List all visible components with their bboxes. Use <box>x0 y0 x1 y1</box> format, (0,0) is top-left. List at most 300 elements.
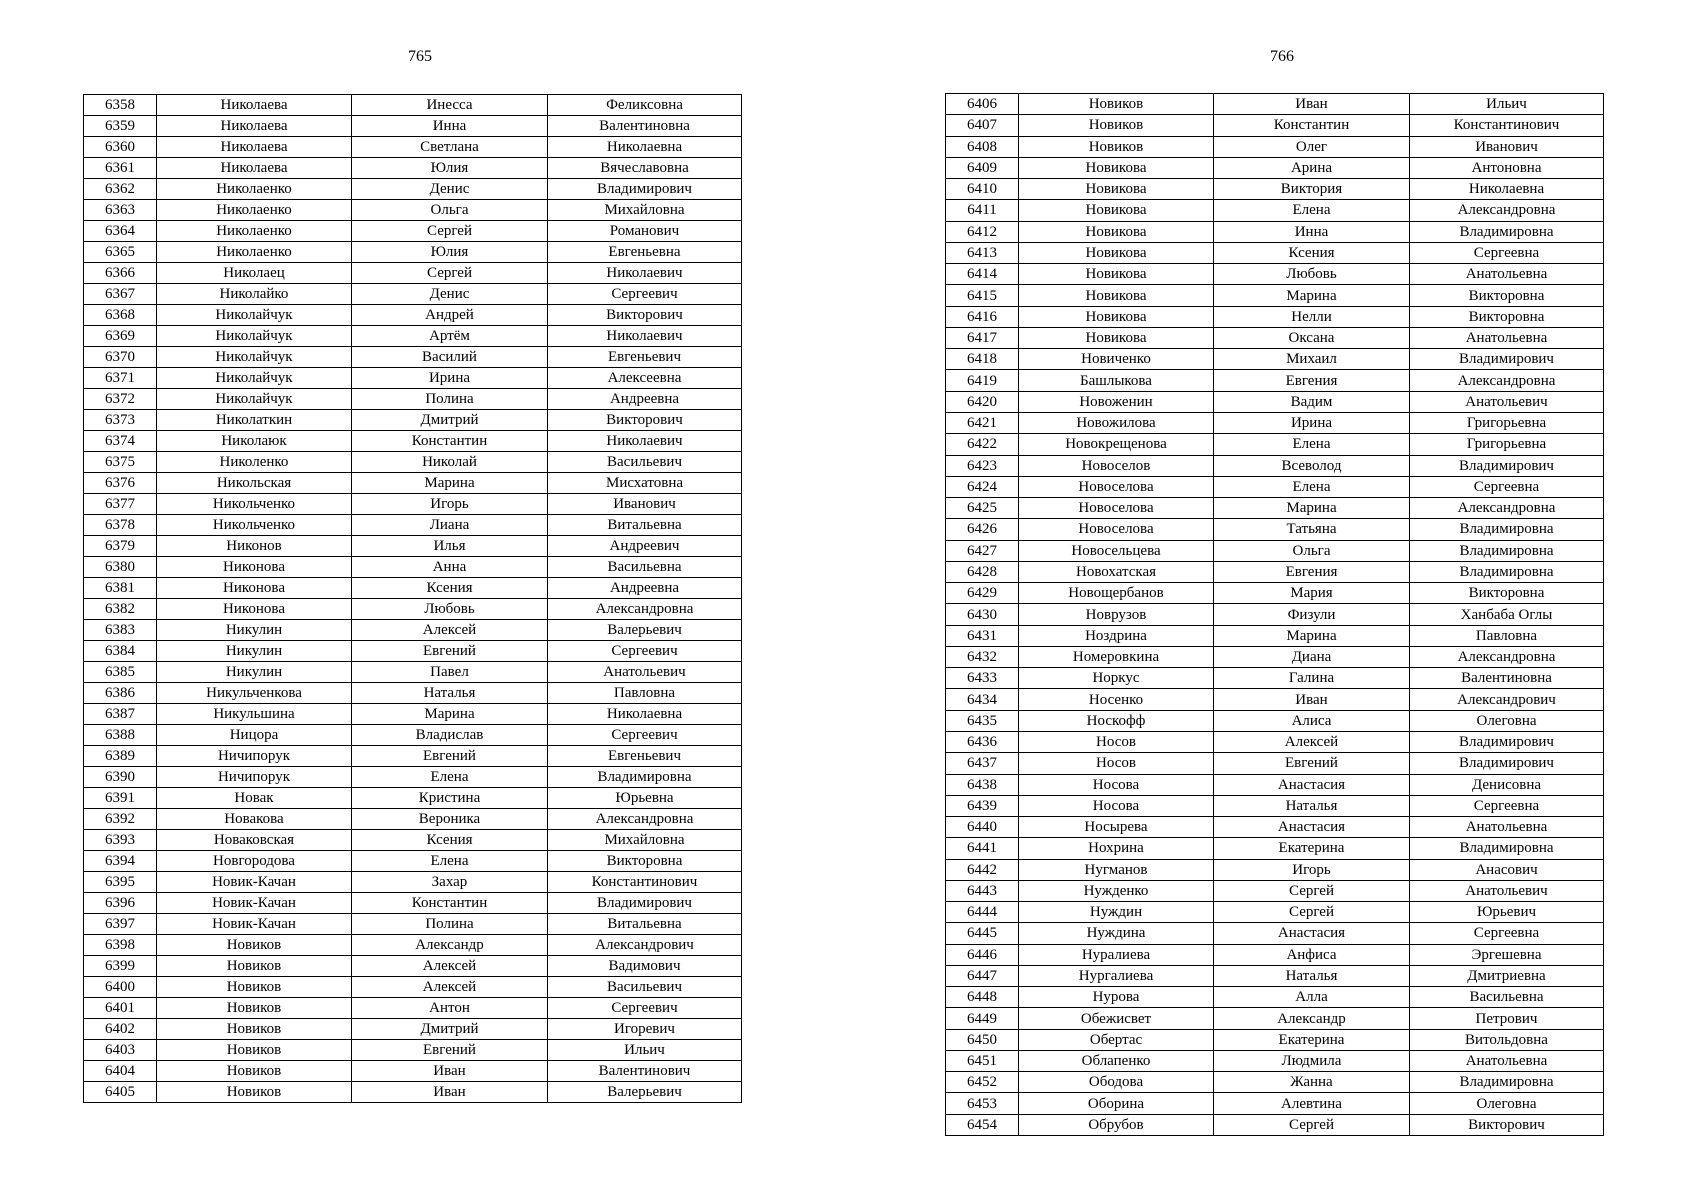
table-row <box>84 242 742 263</box>
table-row <box>946 817 1604 838</box>
surname-cell: Норкус <box>1019 668 1214 689</box>
patronymic-cell: Анатольевна <box>1410 817 1604 838</box>
surname-cell: Никольченко <box>157 494 352 515</box>
first-name-cell: Артём <box>352 326 548 347</box>
first-name-cell: Алексей <box>352 956 548 977</box>
row-number-cell: 6408 <box>946 136 1019 157</box>
first-name-cell: Алевтина <box>1214 1093 1410 1114</box>
patronymic-cell: Евгеньевич <box>548 746 742 767</box>
surname-cell: Носова <box>1019 774 1214 795</box>
surname-cell: Никулин <box>157 620 352 641</box>
first-name-cell: Денис <box>352 179 548 200</box>
surname-cell: Николаева <box>157 158 352 179</box>
row-number-cell: 6453 <box>946 1093 1019 1114</box>
first-name-cell: Иван <box>1214 94 1410 115</box>
table-row <box>84 767 742 788</box>
first-name-cell: Галина <box>1214 668 1410 689</box>
patronymic-cell: Викторович <box>1410 1114 1604 1135</box>
table-row <box>946 731 1604 752</box>
table-row <box>84 221 742 242</box>
table-row <box>84 158 742 179</box>
table-row <box>84 536 742 557</box>
patronymic-cell: Валентиновна <box>1410 668 1604 689</box>
patronymic-cell: Сергеевич <box>548 641 742 662</box>
first-name-cell: Оксана <box>1214 327 1410 348</box>
first-name-cell: Константин <box>1214 115 1410 136</box>
patronymic-cell: Витальевна <box>548 914 742 935</box>
table-row <box>84 830 742 851</box>
table-row <box>946 370 1604 391</box>
first-name-cell: Кристина <box>352 788 548 809</box>
table-row <box>84 872 742 893</box>
surname-cell: Николаец <box>157 263 352 284</box>
surname-cell: Николаенко <box>157 242 352 263</box>
first-name-cell: Диана <box>1214 646 1410 667</box>
first-name-cell: Игорь <box>352 494 548 515</box>
surname-cell: Номеровкина <box>1019 646 1214 667</box>
table-row <box>946 498 1604 519</box>
row-number-cell: 6428 <box>946 561 1019 582</box>
table-row <box>946 987 1604 1008</box>
patronymic-cell: Андреевна <box>548 578 742 599</box>
table-row <box>84 452 742 473</box>
surname-cell: Николаткин <box>157 410 352 431</box>
surname-cell: Нугманов <box>1019 859 1214 880</box>
surname-cell: Николенко <box>157 452 352 473</box>
surname-cell: Новикова <box>1019 306 1214 327</box>
row-number-cell: 6388 <box>84 725 157 746</box>
surname-cell: Обежисвет <box>1019 1008 1214 1029</box>
first-name-cell: Арина <box>1214 157 1410 178</box>
first-name-cell: Евгения <box>1214 370 1410 391</box>
row-number-cell: 6413 <box>946 242 1019 263</box>
table-row <box>84 200 742 221</box>
row-number-cell: 6407 <box>946 115 1019 136</box>
first-name-cell: Захар <box>352 872 548 893</box>
row-number-cell: 6396 <box>84 893 157 914</box>
table-row <box>84 809 742 830</box>
first-name-cell: Анна <box>352 557 548 578</box>
surname-cell: Никонова <box>157 578 352 599</box>
first-name-cell: Ксения <box>352 578 548 599</box>
patronymic-cell: Владимирович <box>548 179 742 200</box>
patronymic-cell: Андреевич <box>548 536 742 557</box>
surname-cell: Николайко <box>157 284 352 305</box>
row-number-cell: 6370 <box>84 347 157 368</box>
surname-cell: Новикова <box>1019 264 1214 285</box>
first-name-cell: Сергей <box>352 263 548 284</box>
table-row <box>84 641 742 662</box>
table-row <box>946 838 1604 859</box>
patronymic-cell: Анатольевна <box>1410 1050 1604 1071</box>
row-number-cell: 6447 <box>946 965 1019 986</box>
surname-cell: Носырева <box>1019 817 1214 838</box>
patronymic-cell: Дмитриевна <box>1410 965 1604 986</box>
surname-cell: Николайчук <box>157 347 352 368</box>
first-name-cell: Марина <box>1214 285 1410 306</box>
surname-cell: Никульченкова <box>157 683 352 704</box>
first-name-cell: Дмитрий <box>352 1019 548 1040</box>
first-name-cell: Марина <box>1214 625 1410 646</box>
surname-cell: Новиченко <box>1019 349 1214 370</box>
patronymic-cell: Александровна <box>1410 200 1604 221</box>
row-number-cell: 6367 <box>84 284 157 305</box>
first-name-cell: Инесса <box>352 95 548 116</box>
patronymic-cell: Михайловна <box>548 200 742 221</box>
patronymic-cell: Викторович <box>548 305 742 326</box>
table-row <box>946 710 1604 731</box>
row-number-cell: 6379 <box>84 536 157 557</box>
first-name-cell: Иван <box>1214 689 1410 710</box>
first-name-cell: Инна <box>1214 221 1410 242</box>
surname-cell: Обертас <box>1019 1029 1214 1050</box>
row-number-cell: 6363 <box>84 200 157 221</box>
table-row <box>84 95 742 116</box>
row-number-cell: 6358 <box>84 95 157 116</box>
surname-cell: Никольская <box>157 473 352 494</box>
row-number-cell: 6378 <box>84 515 157 536</box>
patronymic-cell: Сергеевич <box>548 284 742 305</box>
surname-cell: Ноздрина <box>1019 625 1214 646</box>
surname-cell: Нургалиева <box>1019 965 1214 986</box>
table-row <box>84 557 742 578</box>
first-name-cell: Екатерина <box>1214 1029 1410 1050</box>
patronymic-cell: Васильевич <box>548 452 742 473</box>
patronymic-cell: Вячеславовна <box>548 158 742 179</box>
row-number-cell: 6427 <box>946 540 1019 561</box>
page-number-left: 765 <box>408 48 432 65</box>
row-number-cell: 6360 <box>84 137 157 158</box>
row-number-cell: 6409 <box>946 157 1019 178</box>
surname-cell: Новакова <box>157 809 352 830</box>
patronymic-cell: Валентинович <box>548 1061 742 1082</box>
surname-cell: Носова <box>1019 795 1214 816</box>
row-number-cell: 6450 <box>946 1029 1019 1050</box>
row-number-cell: 6432 <box>946 646 1019 667</box>
surname-cell: Новак <box>157 788 352 809</box>
patronymic-cell: Сергеевич <box>548 725 742 746</box>
patronymic-cell: Ильич <box>548 1040 742 1061</box>
table-row <box>946 115 1604 136</box>
surname-cell: Николаенко <box>157 179 352 200</box>
table-row <box>84 515 742 536</box>
row-number-cell: 6438 <box>946 774 1019 795</box>
first-name-cell: Полина <box>352 914 548 935</box>
surname-cell: Новиков <box>157 935 352 956</box>
first-name-cell: Анастасия <box>1214 774 1410 795</box>
row-number-cell: 6383 <box>84 620 157 641</box>
table-row <box>946 242 1604 263</box>
surname-cell: Новиков <box>157 1061 352 1082</box>
surname-cell: Новоселова <box>1019 476 1214 497</box>
row-number-cell: 6419 <box>946 370 1019 391</box>
surname-cell: Новикова <box>1019 179 1214 200</box>
patronymic-cell: Владимировна <box>1410 519 1604 540</box>
patronymic-cell: Григорьевна <box>1410 434 1604 455</box>
surname-cell: Николайчук <box>157 368 352 389</box>
row-number-cell: 6452 <box>946 1072 1019 1093</box>
table-row <box>84 389 742 410</box>
table-row <box>946 774 1604 795</box>
table-row <box>946 795 1604 816</box>
row-number-cell: 6441 <box>946 838 1019 859</box>
row-number-cell: 6417 <box>946 327 1019 348</box>
row-number-cell: 6373 <box>84 410 157 431</box>
patronymic-cell: Михайловна <box>548 830 742 851</box>
row-number-cell: 6372 <box>84 389 157 410</box>
surname-cell: Новосельцева <box>1019 540 1214 561</box>
table-row <box>946 583 1604 604</box>
table-row <box>946 1114 1604 1135</box>
first-name-cell: Сергей <box>1214 1114 1410 1135</box>
table-row <box>946 264 1604 285</box>
surname-cell: Николаева <box>157 116 352 137</box>
patronymic-cell: Феликсовна <box>548 95 742 116</box>
patronymic-cell: Николаевна <box>548 704 742 725</box>
table-row <box>946 306 1604 327</box>
row-number-cell: 6426 <box>946 519 1019 540</box>
table-row <box>84 1019 742 1040</box>
first-name-cell: Ольга <box>1214 540 1410 561</box>
row-number-cell: 6445 <box>946 923 1019 944</box>
first-name-cell: Марина <box>352 473 548 494</box>
patronymic-cell: Анатольевна <box>1410 327 1604 348</box>
table-row <box>946 1072 1604 1093</box>
first-name-cell: Олег <box>1214 136 1410 157</box>
row-number-cell: 6385 <box>84 662 157 683</box>
row-number-cell: 6420 <box>946 391 1019 412</box>
row-number-cell: 6361 <box>84 158 157 179</box>
patronymic-cell: Григорьевна <box>1410 412 1604 433</box>
table-row <box>946 625 1604 646</box>
table-row <box>84 851 742 872</box>
patronymic-cell: Анатольевна <box>1410 264 1604 285</box>
first-name-cell: Елена <box>352 767 548 788</box>
patronymic-cell: Владимирович <box>1410 731 1604 752</box>
row-number-cell: 6424 <box>946 476 1019 497</box>
surname-cell: Новиков <box>157 977 352 998</box>
surname-cell: Новиков <box>1019 94 1214 115</box>
surname-cell: Никонова <box>157 599 352 620</box>
row-number-cell: 6410 <box>946 179 1019 200</box>
surname-cell: Николаенко <box>157 200 352 221</box>
surname-cell: Новиков <box>1019 115 1214 136</box>
row-number-cell: 6436 <box>946 731 1019 752</box>
patronymic-cell: Андреевна <box>548 389 742 410</box>
first-name-cell: Виктория <box>1214 179 1410 200</box>
patronymic-cell: Александровна <box>1410 370 1604 391</box>
first-name-cell: Елена <box>1214 434 1410 455</box>
surname-cell: Новохатская <box>1019 561 1214 582</box>
first-name-cell: Евгений <box>352 641 548 662</box>
row-number-cell: 6406 <box>946 94 1019 115</box>
first-name-cell: Иван <box>352 1082 548 1103</box>
patronymic-cell: Иванович <box>548 494 742 515</box>
patronymic-cell: Владимировна <box>1410 561 1604 582</box>
row-number-cell: 6415 <box>946 285 1019 306</box>
first-name-cell: Андрей <box>352 305 548 326</box>
first-name-cell: Алексей <box>352 620 548 641</box>
table-row <box>946 540 1604 561</box>
row-number-cell: 6454 <box>946 1114 1019 1135</box>
patronymic-cell: Анатольевич <box>548 662 742 683</box>
surname-cell: Никулин <box>157 641 352 662</box>
surname-cell: Нуждина <box>1019 923 1214 944</box>
row-number-cell: 6431 <box>946 625 1019 646</box>
table-row <box>84 1082 742 1103</box>
first-name-cell: Евгений <box>1214 753 1410 774</box>
first-name-cell: Анастасия <box>1214 923 1410 944</box>
patronymic-cell: Ильич <box>1410 94 1604 115</box>
table-row <box>946 200 1604 221</box>
row-number-cell: 6416 <box>946 306 1019 327</box>
patronymic-cell: Васильевна <box>548 557 742 578</box>
surname-cell: Ничипорук <box>157 746 352 767</box>
first-name-cell: Игорь <box>1214 859 1410 880</box>
first-name-cell: Физули <box>1214 604 1410 625</box>
first-name-cell: Алексей <box>352 977 548 998</box>
row-number-cell: 6368 <box>84 305 157 326</box>
first-name-cell: Ольга <box>352 200 548 221</box>
surname-cell: Никольченко <box>157 515 352 536</box>
row-number-cell: 6429 <box>946 583 1019 604</box>
surname-cell: Новикова <box>1019 327 1214 348</box>
patronymic-cell: Анасович <box>1410 859 1604 880</box>
surname-cell: Носенко <box>1019 689 1214 710</box>
surname-cell: Обрубов <box>1019 1114 1214 1135</box>
row-number-cell: 6375 <box>84 452 157 473</box>
surname-cell: Нохрина <box>1019 838 1214 859</box>
table-row <box>84 410 742 431</box>
first-name-cell: Ксения <box>352 830 548 851</box>
table-row <box>84 977 742 998</box>
table-row <box>946 455 1604 476</box>
patronymic-cell: Васильевич <box>548 977 742 998</box>
first-name-cell: Марина <box>1214 498 1410 519</box>
patronymic-cell: Юрьевна <box>548 788 742 809</box>
patronymic-cell: Владимировна <box>1410 1072 1604 1093</box>
surname-cell: Ницора <box>157 725 352 746</box>
surname-cell: Николаева <box>157 137 352 158</box>
row-number-cell: 6433 <box>946 668 1019 689</box>
surname-cell: Новоселова <box>1019 519 1214 540</box>
patronymic-cell: Сергеевич <box>548 998 742 1019</box>
row-number-cell: 6405 <box>84 1082 157 1103</box>
row-number-cell: 6430 <box>946 604 1019 625</box>
row-number-cell: 6422 <box>946 434 1019 455</box>
table-row <box>946 1093 1604 1114</box>
table-row <box>84 704 742 725</box>
surname-cell: Носов <box>1019 731 1214 752</box>
surname-cell: Новик-Качан <box>157 893 352 914</box>
table-row <box>84 725 742 746</box>
row-number-cell: 6449 <box>946 1008 1019 1029</box>
first-name-cell: Сергей <box>1214 902 1410 923</box>
patronymic-cell: Анатольевич <box>1410 391 1604 412</box>
row-number-cell: 6376 <box>84 473 157 494</box>
table-row <box>946 689 1604 710</box>
table-row <box>946 604 1604 625</box>
surname-cell: Новоженин <box>1019 391 1214 412</box>
row-number-cell: 6371 <box>84 368 157 389</box>
patronymic-cell: Викторовна <box>1410 306 1604 327</box>
table-row <box>946 434 1604 455</box>
patronymic-cell: Викторовна <box>548 851 742 872</box>
patronymic-cell: Ханбаба Оглы <box>1410 604 1604 625</box>
surname-cell: Новик-Качан <box>157 872 352 893</box>
table-row <box>946 561 1604 582</box>
row-number-cell: 6377 <box>84 494 157 515</box>
table-row <box>84 935 742 956</box>
patronymic-cell: Владимировна <box>548 767 742 788</box>
table-row <box>946 94 1604 115</box>
first-name-cell: Илья <box>352 536 548 557</box>
table-row <box>84 347 742 368</box>
table-row <box>84 431 742 452</box>
first-name-cell: Светлана <box>352 137 548 158</box>
table-row <box>84 788 742 809</box>
table-row <box>946 327 1604 348</box>
first-name-cell: Елена <box>1214 200 1410 221</box>
first-name-cell: Василий <box>352 347 548 368</box>
patronymic-cell: Николаевна <box>548 137 742 158</box>
patronymic-cell: Павловна <box>548 683 742 704</box>
surname-cell: Облапенко <box>1019 1050 1214 1071</box>
row-number-cell: 6439 <box>946 795 1019 816</box>
row-number-cell: 6421 <box>946 412 1019 433</box>
table-row <box>84 998 742 1019</box>
first-name-cell: Денис <box>352 284 548 305</box>
table-row <box>946 668 1604 689</box>
first-name-cell: Елена <box>1214 476 1410 497</box>
patronymic-cell: Олеговна <box>1410 710 1604 731</box>
row-number-cell: 6446 <box>946 944 1019 965</box>
row-number-cell: 6365 <box>84 242 157 263</box>
first-name-cell: Людмила <box>1214 1050 1410 1071</box>
row-number-cell: 6382 <box>84 599 157 620</box>
surname-cell: Новикова <box>1019 285 1214 306</box>
table-row <box>946 923 1604 944</box>
surname-cell: Новаковская <box>157 830 352 851</box>
first-name-cell: Александр <box>1214 1008 1410 1029</box>
surname-cell: Нуждин <box>1019 902 1214 923</box>
table-row <box>946 179 1604 200</box>
surname-cell: Николаенко <box>157 221 352 242</box>
table-row <box>84 683 742 704</box>
row-number-cell: 6380 <box>84 557 157 578</box>
row-number-cell: 6425 <box>946 498 1019 519</box>
table-row <box>946 902 1604 923</box>
table-row <box>84 578 742 599</box>
first-name-cell: Юлия <box>352 242 548 263</box>
surname-cell: Ободова <box>1019 1072 1214 1093</box>
first-name-cell: Наталья <box>352 683 548 704</box>
row-number-cell: 6384 <box>84 641 157 662</box>
patronymic-cell: Юрьевич <box>1410 902 1604 923</box>
surname-cell: Новикова <box>1019 221 1214 242</box>
row-number-cell: 6359 <box>84 116 157 137</box>
patronymic-cell: Алексеевна <box>548 368 742 389</box>
first-name-cell: Евгений <box>352 1040 548 1061</box>
row-number-cell: 6374 <box>84 431 157 452</box>
patronymic-cell: Сергеевна <box>1410 795 1604 816</box>
table-row <box>946 859 1604 880</box>
first-name-cell: Нелли <box>1214 306 1410 327</box>
page-number-right: 766 <box>1270 48 1294 65</box>
registry-table-right <box>945 93 1604 1136</box>
row-number-cell: 6389 <box>84 746 157 767</box>
patronymic-cell: Александрович <box>548 935 742 956</box>
